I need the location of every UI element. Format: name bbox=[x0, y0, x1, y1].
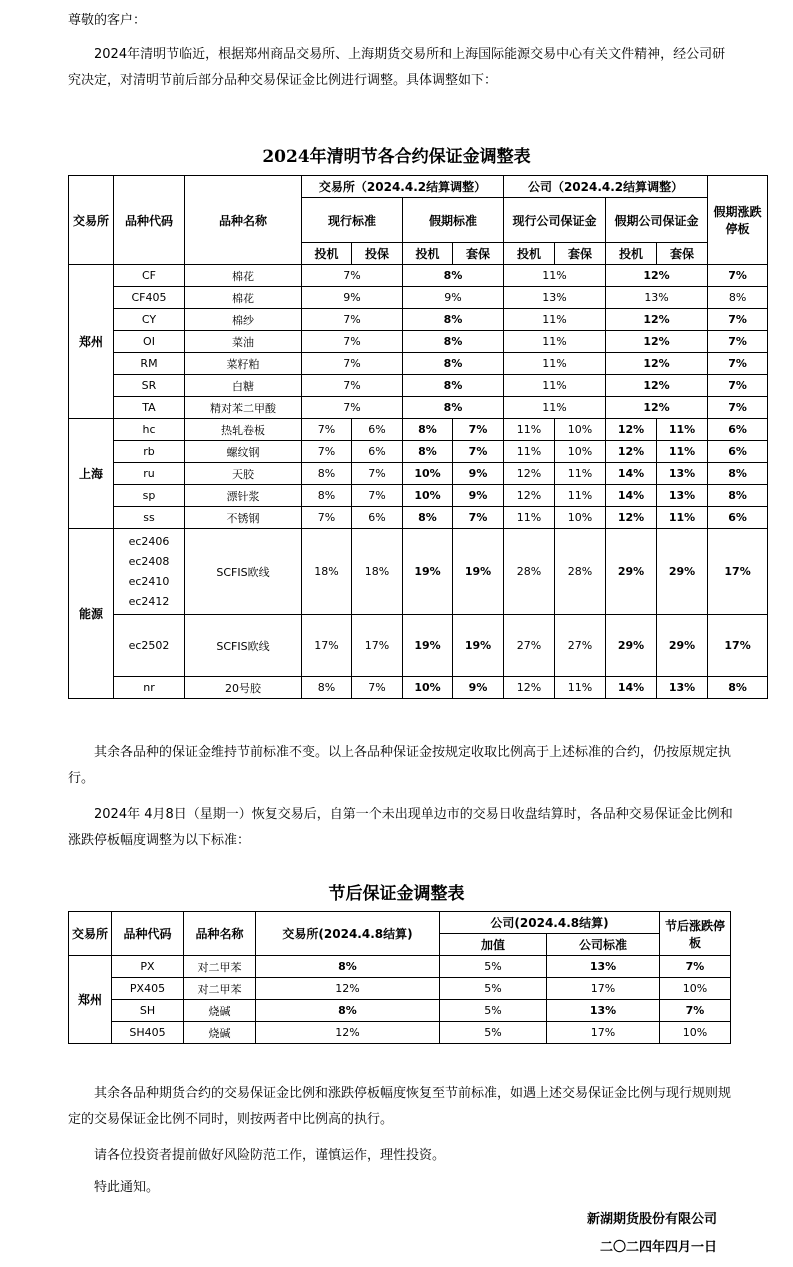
header-holiday-std: 假期标准 bbox=[403, 198, 504, 243]
value-cell: 29% bbox=[606, 529, 657, 615]
company-name: 新湖期货股份有限公司 bbox=[586, 1212, 717, 1227]
value-cell: 9% bbox=[453, 463, 504, 485]
value-cell: 10% bbox=[555, 441, 606, 463]
header-company-holiday: 假期公司保证金 bbox=[606, 198, 708, 243]
add-value-cell: 5% bbox=[440, 1022, 547, 1044]
value-cell: 6% bbox=[708, 507, 768, 529]
holiday-std-cell: 8% bbox=[403, 265, 504, 287]
limit-cell: 8% bbox=[708, 287, 768, 309]
name-cell: SCFIS欧线 bbox=[185, 615, 302, 677]
company-current-cell: 11% bbox=[504, 375, 606, 397]
name-cell: 白糖 bbox=[185, 375, 302, 397]
value-cell: 18% bbox=[352, 529, 403, 615]
value-cell: 29% bbox=[606, 615, 657, 677]
limit-cell: 7% bbox=[708, 397, 768, 419]
company-current-cell: 11% bbox=[504, 309, 606, 331]
greeting: 尊敬的客户： bbox=[68, 13, 147, 28]
value-cell: 12% bbox=[606, 507, 657, 529]
value-cell: 17% bbox=[708, 615, 768, 677]
value-cell: 13% bbox=[657, 677, 708, 699]
value-cell: 11% bbox=[555, 463, 606, 485]
table-row bbox=[69, 397, 768, 419]
exchange-margin-cell: 8% bbox=[256, 1000, 440, 1022]
value-cell: 7% bbox=[302, 419, 352, 441]
holiday-std-cell: 8% bbox=[403, 331, 504, 353]
value-cell: 11% bbox=[555, 485, 606, 507]
value-cell: 7% bbox=[302, 507, 352, 529]
value-cell: 8% bbox=[302, 677, 352, 699]
post-holiday-table bbox=[68, 911, 731, 1044]
header-spec: 投机 bbox=[504, 243, 555, 265]
value-cell: 7% bbox=[352, 677, 403, 699]
header-spec: 投机 bbox=[403, 243, 453, 265]
limit-cell: 7% bbox=[708, 375, 768, 397]
header-add: 加值 bbox=[440, 934, 547, 956]
limit-cell: 10% bbox=[660, 1022, 731, 1044]
value-cell: 8% bbox=[708, 677, 768, 699]
header-company-group: 公司(2024.4.8结算) bbox=[440, 912, 660, 934]
exchange-cell: 上海 bbox=[69, 419, 114, 529]
add-value-cell: 5% bbox=[440, 978, 547, 1000]
name-cell: 菜籽粕 bbox=[185, 353, 302, 375]
value-cell: 12% bbox=[606, 419, 657, 441]
header-code: 品种代码 bbox=[114, 176, 185, 265]
company-std-cell: 13% bbox=[547, 1000, 660, 1022]
company-holiday-cell: 12% bbox=[606, 309, 708, 331]
value-cell: 8% bbox=[302, 463, 352, 485]
header-spec: 投机 bbox=[606, 243, 657, 265]
table-row bbox=[69, 375, 768, 397]
exchange-cell: 郑州 bbox=[69, 265, 114, 419]
code-cell: sp bbox=[114, 485, 185, 507]
value-cell: 7% bbox=[352, 485, 403, 507]
company-current-cell: 11% bbox=[504, 397, 606, 419]
table-row bbox=[69, 956, 731, 978]
value-cell: 7% bbox=[453, 419, 504, 441]
value-cell: 12% bbox=[504, 485, 555, 507]
table-row bbox=[69, 615, 768, 677]
table-row bbox=[69, 287, 768, 309]
company-holiday-cell: 12% bbox=[606, 353, 708, 375]
value-cell: 7% bbox=[453, 441, 504, 463]
table-row bbox=[69, 1022, 731, 1044]
company-std-cell: 17% bbox=[547, 978, 660, 1000]
name-cell: 烧碱 bbox=[184, 1022, 256, 1044]
code-cell: SH405 bbox=[112, 1022, 184, 1044]
table-row bbox=[69, 441, 768, 463]
table-row bbox=[69, 507, 768, 529]
value-cell: 11% bbox=[504, 441, 555, 463]
current-std-cell: 7% bbox=[302, 375, 403, 397]
value-cell: 27% bbox=[555, 615, 606, 677]
value-cell: 10% bbox=[403, 677, 453, 699]
header-hedge: 投保 bbox=[352, 243, 403, 265]
note-paragraph: 其余各品种的保证金维持节前标准不变。以上各品种保证金按规定收取比例高于上述标准的合约，仍按原规定执行。 bbox=[68, 745, 732, 786]
value-cell: 8% bbox=[708, 463, 768, 485]
current-std-cell: 7% bbox=[302, 309, 403, 331]
value-cell: 11% bbox=[657, 419, 708, 441]
header-limit: 假期涨跌停板 bbox=[708, 176, 768, 265]
header-exchange: 交易所 bbox=[69, 176, 114, 265]
table-row bbox=[69, 353, 768, 375]
value-cell: 28% bbox=[555, 529, 606, 615]
value-cell: 13% bbox=[657, 463, 708, 485]
name-cell: 不锈钢 bbox=[185, 507, 302, 529]
value-cell: 11% bbox=[657, 441, 708, 463]
add-value-cell: 5% bbox=[440, 1000, 547, 1022]
code-cell: PX405 bbox=[112, 978, 184, 1000]
value-cell: 10% bbox=[555, 419, 606, 441]
company-holiday-cell: 13% bbox=[606, 287, 708, 309]
company-current-cell: 11% bbox=[504, 331, 606, 353]
name-cell: 螺纹钢 bbox=[185, 441, 302, 463]
value-cell: 7% bbox=[453, 507, 504, 529]
name-cell: 烧碱 bbox=[184, 1000, 256, 1022]
header-exchange-col: 交易所(2024.4.8结算) bbox=[256, 912, 440, 956]
value-cell: 7% bbox=[302, 441, 352, 463]
intro-paragraph: 2024年清明节临近，根据郑州商品交易所、上海期货交易所和上海国际能源交易中心有关文件精神，经公司研究决定，对清明节前后部分品种交易保证金比例进行调整。具体调整如下： bbox=[68, 47, 726, 88]
header-name: 品种名称 bbox=[185, 176, 302, 265]
value-cell: 17% bbox=[302, 615, 352, 677]
value-cell: 12% bbox=[606, 441, 657, 463]
holiday-std-cell: 8% bbox=[403, 353, 504, 375]
name-cell: 天胶 bbox=[185, 463, 302, 485]
add-value-cell: 5% bbox=[440, 956, 547, 978]
exchange-cell: 郑州 bbox=[69, 956, 112, 1044]
exchange-margin-cell: 12% bbox=[256, 978, 440, 1000]
exchange-margin-cell: 8% bbox=[256, 956, 440, 978]
value-cell: 19% bbox=[453, 529, 504, 615]
value-cell: 14% bbox=[606, 485, 657, 507]
value-cell: 10% bbox=[555, 507, 606, 529]
value-cell: 6% bbox=[708, 441, 768, 463]
value-cell: 8% bbox=[403, 419, 453, 441]
code-cell: TA bbox=[114, 397, 185, 419]
code-cell: SH bbox=[112, 1000, 184, 1022]
table-row bbox=[69, 265, 768, 287]
header-hedge: 套保 bbox=[657, 243, 708, 265]
header-current-std: 现行标准 bbox=[302, 198, 403, 243]
code-cell: OI bbox=[114, 331, 185, 353]
company-holiday-cell: 12% bbox=[606, 265, 708, 287]
code-cell: PX bbox=[112, 956, 184, 978]
code-cell: ss bbox=[114, 507, 185, 529]
contract-code: ec2406 bbox=[128, 534, 170, 548]
limit-cell: 7% bbox=[660, 956, 731, 978]
limit-cell: 7% bbox=[660, 1000, 731, 1022]
value-cell: 6% bbox=[708, 419, 768, 441]
code-cell: ru bbox=[114, 463, 185, 485]
name-cell: 对二甲苯 bbox=[184, 956, 256, 978]
name-cell: 棉花 bbox=[185, 265, 302, 287]
table-row bbox=[69, 485, 768, 507]
value-cell: 11% bbox=[657, 507, 708, 529]
value-cell: 10% bbox=[403, 485, 453, 507]
company-std-cell: 17% bbox=[547, 1022, 660, 1044]
company-current-cell: 11% bbox=[504, 265, 606, 287]
value-cell: 9% bbox=[453, 485, 504, 507]
current-std-cell: 7% bbox=[302, 265, 403, 287]
header-company-current: 现行公司保证金 bbox=[504, 198, 606, 243]
limit-cell: 10% bbox=[660, 978, 731, 1000]
contract-code: ec2410 bbox=[128, 574, 170, 588]
table-row bbox=[69, 677, 768, 699]
limit-cell: 7% bbox=[708, 353, 768, 375]
value-cell: 8% bbox=[403, 507, 453, 529]
closing-paragraph: 其余各品种期货合约的交易保证金比例和涨跌停板幅度恢复至节前标准，如遇上述交易保证金比例与现行规则规定的交易保证金比例不同时，则按两者中比例高的执行。 bbox=[68, 1086, 732, 1127]
value-cell: 8% bbox=[302, 485, 352, 507]
exchange-cell: 能源 bbox=[69, 529, 114, 699]
name-cell: 棉花 bbox=[185, 287, 302, 309]
value-cell: 28% bbox=[504, 529, 555, 615]
value-cell: 7% bbox=[352, 463, 403, 485]
code-cell: CF405 bbox=[114, 287, 185, 309]
contract-code: ec2408 bbox=[128, 554, 170, 568]
header-spec: 投机 bbox=[302, 243, 352, 265]
value-cell: 13% bbox=[657, 485, 708, 507]
company-holiday-cell: 12% bbox=[606, 397, 708, 419]
holiday-std-cell: 8% bbox=[403, 375, 504, 397]
value-cell: 8% bbox=[403, 441, 453, 463]
name-cell: 菜油 bbox=[185, 331, 302, 353]
code-cell: nr bbox=[114, 677, 185, 699]
code-cell: rb bbox=[114, 441, 185, 463]
value-cell: 17% bbox=[352, 615, 403, 677]
table1-title: 2024年清明节各合约保证金调整表 bbox=[262, 147, 531, 167]
limit-cell: 7% bbox=[708, 331, 768, 353]
name-cell: 精对苯二甲酸 bbox=[185, 397, 302, 419]
name-cell: 热轧卷板 bbox=[185, 419, 302, 441]
table-row bbox=[69, 419, 768, 441]
value-cell: 6% bbox=[352, 441, 403, 463]
value-cell: 27% bbox=[504, 615, 555, 677]
value-cell: 11% bbox=[504, 419, 555, 441]
header-company-group: 公司（2024.4.2结算调整） bbox=[504, 176, 708, 198]
table-row bbox=[69, 331, 768, 353]
value-cell: 11% bbox=[555, 677, 606, 699]
advice-paragraph: 请各位投资者提前做好风险防范工作，谨慎运作，理性投资。 bbox=[94, 1148, 446, 1163]
contract-code: ec2412 bbox=[128, 594, 170, 608]
table-row bbox=[69, 978, 731, 1000]
table-row bbox=[69, 1000, 731, 1022]
notice-paragraph: 特此通知。 bbox=[94, 1180, 160, 1195]
name-cell: 20号胶 bbox=[185, 677, 302, 699]
holiday-std-cell: 8% bbox=[403, 309, 504, 331]
code-cell bbox=[114, 529, 185, 615]
value-cell: 29% bbox=[657, 615, 708, 677]
current-std-cell: 9% bbox=[302, 287, 403, 309]
holiday-std-cell: 8% bbox=[403, 397, 504, 419]
value-cell: 18% bbox=[302, 529, 352, 615]
company-current-cell: 13% bbox=[504, 287, 606, 309]
value-cell: 6% bbox=[352, 507, 403, 529]
holiday-std-cell: 9% bbox=[403, 287, 504, 309]
name-cell: 对二甲苯 bbox=[184, 978, 256, 1000]
value-cell: 9% bbox=[453, 677, 504, 699]
resume-paragraph: 2024年 4月8日（星期一）恢复交易后，自第一个未出现单边市的交易日收盘结算时，各品种交易保证金比例和涨跌停板幅度调整为以下标准： bbox=[68, 807, 733, 848]
value-cell: 11% bbox=[504, 507, 555, 529]
code-cell: CY bbox=[114, 309, 185, 331]
header-hedge: 套保 bbox=[453, 243, 504, 265]
header-limit: 节后涨跌停板 bbox=[660, 912, 731, 956]
value-cell: 14% bbox=[606, 463, 657, 485]
code-cell: SR bbox=[114, 375, 185, 397]
table-row bbox=[69, 309, 768, 331]
code-cell: RM bbox=[114, 353, 185, 375]
value-cell: 8% bbox=[708, 485, 768, 507]
value-cell: 19% bbox=[453, 615, 504, 677]
table-row bbox=[69, 529, 768, 615]
table-row bbox=[69, 463, 768, 485]
company-holiday-cell: 12% bbox=[606, 375, 708, 397]
current-std-cell: 7% bbox=[302, 331, 403, 353]
limit-cell: 7% bbox=[708, 309, 768, 331]
header-exchange: 交易所 bbox=[69, 912, 112, 956]
name-cell: 漂针浆 bbox=[185, 485, 302, 507]
table2-title: 节后保证金调整表 bbox=[328, 884, 465, 904]
header-name: 品种名称 bbox=[184, 912, 256, 956]
header-exchange-group: 交易所（2024.4.2结算调整） bbox=[302, 176, 504, 198]
value-cell: 19% bbox=[403, 529, 453, 615]
value-cell: 19% bbox=[403, 615, 453, 677]
code-cell: CF bbox=[114, 265, 185, 287]
company-holiday-cell: 12% bbox=[606, 331, 708, 353]
current-std-cell: 7% bbox=[302, 353, 403, 375]
code-cell: ec2502 bbox=[114, 615, 185, 677]
value-cell: 17% bbox=[708, 529, 768, 615]
exchange-margin-cell: 12% bbox=[256, 1022, 440, 1044]
value-cell: 6% bbox=[352, 419, 403, 441]
header-code: 品种代码 bbox=[112, 912, 184, 956]
value-cell: 29% bbox=[657, 529, 708, 615]
name-cell: SCFIS欧线 bbox=[185, 529, 302, 615]
header-hedge: 套保 bbox=[555, 243, 606, 265]
current-std-cell: 7% bbox=[302, 397, 403, 419]
name-cell: 棉纱 bbox=[185, 309, 302, 331]
code-cell: hc bbox=[114, 419, 185, 441]
margin-adjustment-table bbox=[68, 175, 768, 699]
value-cell: 10% bbox=[403, 463, 453, 485]
issue-date: 二〇二四年四月一日 bbox=[599, 1240, 717, 1255]
value-cell: 14% bbox=[606, 677, 657, 699]
company-std-cell: 13% bbox=[547, 956, 660, 978]
company-current-cell: 11% bbox=[504, 353, 606, 375]
limit-cell: 7% bbox=[708, 265, 768, 287]
value-cell: 12% bbox=[504, 463, 555, 485]
value-cell: 12% bbox=[504, 677, 555, 699]
header-company-std: 公司标准 bbox=[547, 934, 660, 956]
